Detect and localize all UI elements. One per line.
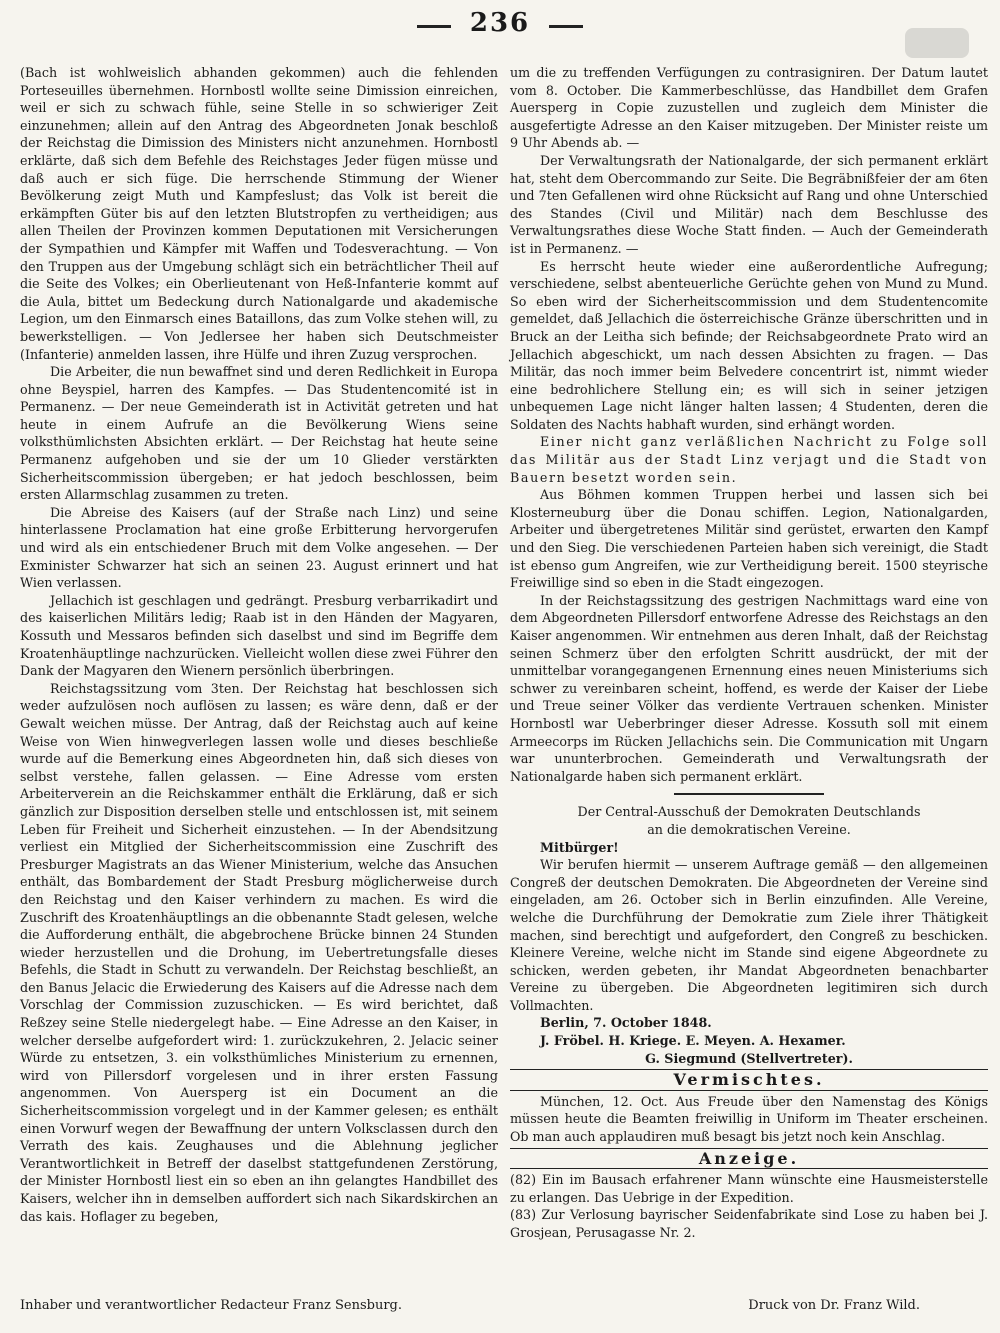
appeal-salutation: Mitbürger!	[540, 839, 619, 855]
ads-section	[510, 1148, 988, 1170]
header-dash-right	[549, 25, 583, 28]
paragraph: Der Verwaltungsrath der Nationalgarde, der sich permanent erklärt hat, steht dem Obercommando zur Seite. Die Begräbnißfeier der am 6ten und 7ten Gefallenen wird ohne Rücksicht auf Rang und ohne Unterschied des Standes (Civil und Militär) nach dem Beschlusse des Verwaltungsrathes diese Woche Statt finden. — Auch der Gemeinderath ist in Permanenz. —	[510, 152, 988, 256]
right-column	[510, 64, 988, 1242]
appeal-subtitle: an die demokratischen Vereine.	[647, 821, 851, 837]
misc-text: München, 12. Oct. Aus Freude über den Namenstag des Königs müssen heute die Beamten freiwillig in Uniform im Theater erscheinen. Ob man auch applaudiren muß besagt bis jetzt noch kein Anschlag.	[510, 1093, 988, 1145]
paragraph: In der Reichstagssitzung des gestrigen Nachmittags ward eine von dem Abgeordneten Pillersdorf entworfene Adresse des Reichstags an den Kaiser angenommen. Wir entnehmen aus deren Inhalt, daß der Reichstag seinen Schmerz über den erfolgten Schritt ausdrückt, der mit der unmittelbar vorangegangenen Ernennung eines neuen Ministeriums sich schwer zu vereinbaren scheint, hoffend, es werde der Kaiser der Liebe und Treue seiner Völker das verdiente Vertrauen schenken. Minister Hornbostl war Ueberbringer dieser Adresse. Kossuth soll mit einem Armeecorps im Rücken Jellachichs sein. Die Communication mit Ungarn war ununterbrochen. Gemeinderath und Verwaltungsrath der Nationalgarde haben sich permanent erklärt.	[510, 592, 988, 784]
paragraph: um die zu treffenden Verfügungen zu contrasigniren. Der Datum lautet vom 8. October. Die Kammerbeschlüsse, das Handbillet dem Grafen Auersperg in Copie zuzustellen und zugleich dem Minister die ausgefertigte Adresse an den Kaiser mitzugeben. Der Minister reiste um 9 Uhr Abends ab. —	[510, 65, 988, 151]
ad-item: (83) Zur Verlosung bayrischer Seidenfabrikate sind Lose zu haben bei J. Grosjean, Perusagasse Nr. 2.	[510, 1207, 988, 1240]
page-header	[0, 8, 1000, 38]
appeal-signatories: J. Fröbel. H. Kriege. E. Meyen. A. Hexamer.	[540, 1033, 846, 1049]
misc-heading: Vermischtes.	[673, 1070, 825, 1090]
paragraph: Es herrscht heute wieder eine außerordentliche Aufregung; verschiedene, selbst abenteuerliche Gerüchte gehen von Mund zu Mund. So eben wird der Sicherheitscommission und dem Studentencomite gemeldet, daß Jellachich die österreichische Gränze überschritten und in Bruck an der Leitha sich befinde; der Reichsabgeordnete Prato wird an Jellachich abgeschickt, um nach dessen Absichten zu fragen. — Das Militär, das noch immer beim Belvedere concentrirt ist, nimmt wieder eine bedrohlichere Stellung ein; es will sich in seiner jetzigen unbequemen Lage nicht länger halten lassen; 4 Studenten, deren die Soldaten des Nachts habhaft wurden, sind erhängt worden.	[510, 258, 988, 432]
appeal-title: Der Central-Ausschuß der Demokraten Deutschlands	[577, 804, 921, 820]
printer-imprint: Druck von Dr. Franz Wild.	[748, 1298, 920, 1313]
paragraph: Aus Böhmen kommen Truppen herbei und lassen sich bei Klosterneuburg über die Donau schiffen. Legion, Nationalgarden, Arbeiter und übergetretenes Militär sind gerüstet, erwarten den Kampf und den Sieg. Die verschiedenen Parteien haben sich vereinigt, die Stadt ist ebenso gum Angreifen, wie zur Vertheidigung bereit. 1500 steyrische Freiwillige sind so eben in die Stadt eingezogen.	[510, 487, 988, 591]
paragraph: Einer nicht ganz verläßlichen Nachricht zu Folge soll das Militär aus der Stadt Linz verjagt und die Stadt von Bauern besetzt worden sein.	[510, 434, 988, 485]
misc-section	[510, 1069, 988, 1091]
page-number: 236	[469, 8, 531, 38]
paragraph: (Bach ist wohlweislich abhanden gekommen) auch die fehlenden Porteseuilles übernehmen. Hornbostl wollte seine Dimission einreichen, weil er sich zu schwach fühle, seine Stelle in so schwieriger Zeit einzunehmen; allein auf den Antrag des Abgeordneten Jonak beschloß der Reichstag die Dimission des Ministers nicht anzunehmen. Hornbostl erklärte, daß sich dem Befehle des Reichstages Jeder fügen müsse und daß auch er sich füge. Die herrschende Stimmung der Wiener Bevölkerung zeigt Muth und Kampfeslust; das Volk ist bereit die erkämpften Güter bis auf den letzten Blutstropfen zu vertheidigen; aus allen Theilen der Provinzen kommen Deputationen mit Versicherungen der Sympathien und Kämpfer mit Waffen und Todesverachtung. — Von den Truppen aus der Umgebung schlägt sich ein beträchtlicher Theil auf die Seite des Volkes; ein Oberlieutenant von Heß-Infanterie kommt auf die Aula, bittet um Bedeckung durch Nationalgarde und akademische Legion, um den Einmarsch eines Bataillons, das zum Volke stehen will, zu bewerkstelligen. — Von Jedlersee her haben sich Deutschmeister (Infanterie) anmelden lassen, ihre Hülfe und ihren Zuzug versprochen.	[20, 65, 498, 362]
ad-item: (82) Ein im Bausach erfahrener Mann wünschte eine Hausmeisterstelle zu erlangen. Das Uebrige in der Expedition.	[510, 1172, 988, 1205]
appeal-body: Wir berufen hiermit — unserem Auftrage gemäß — den allgemeinen Congreß der deutschen Demokraten. Die Abgeordneten der Vereine sind eingeladen, am 26. October sich in Berlin einzufinden. Alle Vereine, welche die Durchführung der Demokratie zum Ziele ihrer Thätigkeit machen, sind berechtigt und aufgefordert, den Congreß zu beschicken. Kleinere Vereine, welche nicht im Stande sind eigene Abgeordnete zu schicken, werden gebeten, ihr Mandat Abgeordneten benachbarter Vereine zu übergeben. Die Abgeordneten legitimiren sich durch Vollmachten.	[510, 857, 988, 1013]
left-column	[20, 64, 498, 1225]
appeal-place-date: Berlin, 7. October 1848.	[540, 1015, 712, 1031]
editor-imprint: Inhaber und verantwortlicher Redacteur Franz Sensburg.	[20, 1298, 403, 1313]
paragraph: Die Arbeiter, die nun bewaffnet sind und deren Redlichkeit in Europa ohne Beyspiel, harren des Kampfes. — Das Studentencomité ist in Permanenz. — Der neue Gemeinderath ist in Activität getreten und hat heute in einem Aufrufe an die Bevölkerung Wiens seine volksthümlichsten Absichten erklärt. — Der Reichstag hat heute seine Permanenz aufgehoben und sie der um 10 Glieder verstärkten Sicherheitscommission übergeben; er hat jedoch beschlossen, beim ersten Allarmschlag zusammen zu treten.	[20, 364, 498, 503]
header-dash-left	[417, 25, 451, 28]
paragraph: Jellachich ist geschlagen und gedrängt. Presburg verbarrikadirt und des kaiserlichen Militärs ledig; Raab ist in den Händen der Magyaren, Kossuth und Messaros befinden sich daselbst und sind im Begriffe dem Kroatenhäuptlinge nachzurücken. Vielleicht wollen diese zwei Führer den Dank der Magyaren den Wienern persönlich überbringen.	[20, 592, 498, 679]
ads-heading: Anzeige.	[698, 1148, 800, 1168]
appeal-deputy: G. Siegmund (Stellvertreter).	[645, 1050, 853, 1066]
paragraph: Reichstagssitzung vom 3ten. Der Reichstag hat beschlossen sich weder aufzulösen noch auflösen zu lassen; es wäre denn, daß er der Gewalt weichen müsse. Der Antrag, daß der Reichstag auch auf keine Weise von Wien hinwegverlegen lassen wolle und dieses beschließe wurde auf die Bemerkung eines Abgeordneten hin, daß sich dieses von selbst verstehe, fallen gelassen. — Eine Adresse vom ersten Arbeiterverein an die Reichskammer enthält die Erklärung, daß er sich gänzlich zur Disposition derselben stelle und entschlossen ist, mit seinem Leben für Freiheit und Sicherheit einzustehen. — In der Abendsitzung verliest ein Mitglied der Sicherheitscommission eine Zuschrift des Presburger Magistrats an das Wiener Ministerium, welche das Ansuchen enthält, das Bombardement der Stadt Presburg möglicherweise durch den Reichstag und den Kaiser verhindern zu machen. Es wird die Zuschrift des Kroatenhäuptlings an die obbenannte Stadt gelesen, welche die Aufforderung enthält, die abgebrochene Brücke binnen 24 Stunden wieder herzustellen und die Drohung, im Uebertretungsfalle dieses Befehls, die Stadt in Schutt zu verwandeln. Der Reichstag beschließt, an den Banus Jelacic die Erwiederung des Kaisers auf die Adresse nach dem Vorschlag der Commission zuzuschicken. — Es wird berichtet, daß Reßzey seine Stelle niedergelegt habe. — Eine Adresse an den Kaiser, in welcher derselbe aufgefordert wird: 1. zurückzukehren, 2. Jelacic seiner Würde zu entsetzen, 3. ein volksthümliches Ministerium zu ernennen, wird von Pillersdorf vorgelesen und in ihrer ersten Fassung angenommen. Von Auersperg ist ein Document an die Sicherheitscommission vorgelegt und in der Kammer gelesen; es enthält einen Vorwurf wegen der Bewaffnung der untern Volksclassen durch den Verrath des kais. Zeughauses und die Ablehnung jeglicher Verantwortlichkeit in Betreff der daselbst stattgefundenen Zerstörung, der Minister Hornbostl liest ein so eben an ihn gelangtes Handbillet des Kaisers, welcher ihn in demselben auffordert sich nach Sikardskirchen an das kais. Hoflager zu begeben,	[20, 680, 498, 1224]
ads-list	[510, 1171, 988, 1241]
paragraph: Die Abreise des Kaisers (auf der Straße nach Linz) und seine hinterlassene Proclamation hat eine große Erbitterung hervorgerufen und wird als ein entschiedener Bruch mit dem Volke angesehen. — Der Exminister Schwarzer hat sich an seinen 23. August erinnert und hat Wien verlassen.	[20, 504, 498, 591]
section-divider	[674, 793, 824, 795]
